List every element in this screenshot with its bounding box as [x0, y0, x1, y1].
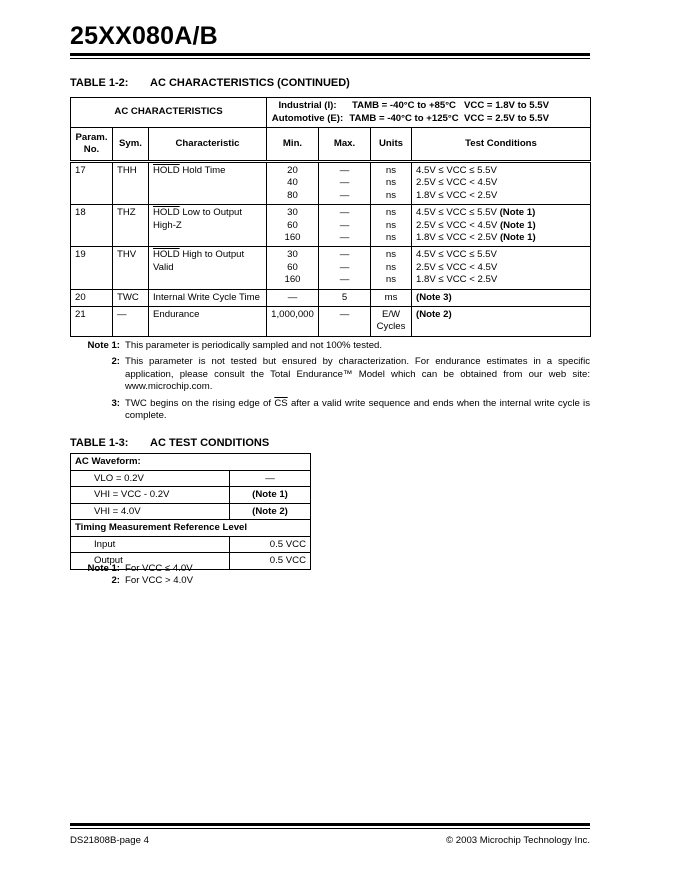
- footer-page-id: DS21808B-page 4: [70, 835, 149, 846]
- condition-value: 0.5 VCC: [230, 536, 311, 553]
- max-values: — — —: [319, 162, 371, 205]
- table-caption-2: [70, 437, 270, 449]
- header-rule-thin: [70, 58, 590, 59]
- param-no: 18: [71, 205, 113, 247]
- test-conditions: 4.5V ≤ VCC ≤ 5.5V 2.5V ≤ VCC < 4.5V 1.8V ≤ VCC < 2.5V: [412, 162, 591, 205]
- col-sym: Sym.: [113, 128, 149, 162]
- max-values: — — —: [319, 247, 371, 289]
- document-title: 25XX080A/B: [70, 22, 218, 50]
- symbol: THZ: [113, 205, 149, 247]
- condition-label: Input: [71, 536, 230, 553]
- characteristic: HOLD Low to Output High-Z: [149, 205, 267, 247]
- min-values: 20 40 80: [267, 162, 319, 205]
- table2-notes: [83, 563, 193, 588]
- min-value: 1,000,000: [267, 307, 319, 337]
- automotive-vcc: VCC = 2.5V to 5.5V: [464, 112, 550, 124]
- col-min: Min.: [267, 128, 319, 162]
- table-row: [71, 470, 311, 487]
- condition-value: (Note 1): [230, 487, 311, 504]
- note-1: Note 1: For VCC ≤ 4.0V: [87, 563, 193, 574]
- operating-environment: [267, 98, 591, 128]
- table-row: [71, 536, 311, 553]
- characteristic: Endurance: [149, 307, 267, 337]
- col-units: Units: [371, 128, 412, 162]
- condition-value: 0.5 VCC: [230, 553, 311, 570]
- table-row: [71, 205, 591, 247]
- test-conditions: 4.5V ≤ VCC ≤ 5.5V 2.5V ≤ VCC < 4.5V 1.8V ≤ VCC < 2.5V: [412, 247, 591, 289]
- unit-values: ns ns ns: [371, 205, 412, 247]
- automotive-temp: TAMB = -40°C to +125°C: [349, 112, 459, 124]
- footer-rule-thin: [70, 828, 590, 829]
- industrial-temp: TAMB = -40°C to +85°C: [352, 100, 456, 112]
- condition-label: VHI = 4.0V: [71, 503, 230, 520]
- unit-values: ns ns ns: [371, 247, 412, 289]
- symbol: THV: [113, 247, 149, 289]
- table-number: TABLE 1-3:: [70, 437, 129, 449]
- condition-label: Output: [71, 553, 230, 570]
- symbol: THH: [113, 162, 149, 205]
- unit-value: E/W Cycles: [371, 307, 412, 337]
- note-2: 2: This parameter is not tested but ensured by characterization. For endurance estimates in a specific application, please consult the Total Endurance™ Model which can be obtained from our web site: www.microchip.com.: [111, 356, 590, 393]
- table-row: [71, 162, 591, 205]
- unit-values: ns ns ns: [371, 162, 412, 205]
- table-name: AC CHARACTERISTICS (CONTINUED): [150, 77, 350, 89]
- col-characteristic: Characteristic: [149, 128, 267, 162]
- test-conditions: 4.5V ≤ VCC ≤ 5.5V (Note 1) 2.5V ≤ VCC < 4.5V (Note 1) 1.8V ≤ VCC < 2.5V (Note 1): [412, 205, 591, 247]
- characteristic: HOLD Hold Time: [149, 162, 267, 205]
- header-rule: [70, 53, 590, 56]
- table-number: TABLE 1-2:: [70, 77, 129, 89]
- table-row: [71, 247, 591, 289]
- condition-value: (Note 2): [230, 503, 311, 520]
- note-3: 3: TWC begins on the rising edge of $\overline{CS}$ after a valid write sequence and ends when the internal write cycle is complete.: [111, 397, 590, 422]
- table1-notes: [83, 340, 590, 426]
- note-1: Note 1: This parameter is periodically sampled and not 100% tested.: [87, 340, 383, 351]
- param-no: 21: [71, 307, 113, 337]
- col-test-conditions: Test Conditions: [412, 128, 591, 162]
- table-row: [71, 307, 591, 337]
- param-no: 20: [71, 289, 113, 306]
- characteristic: HOLD High to Output Valid: [149, 247, 267, 289]
- condition-label: VHI = VCC - 0.2V: [71, 487, 230, 504]
- table-row: [71, 289, 591, 306]
- min-values: 30 60 160: [267, 247, 319, 289]
- industrial-vcc: VCC = 1.8V to 5.5V: [464, 100, 550, 112]
- col-max: Max.: [319, 128, 371, 162]
- min-value: —: [267, 289, 319, 306]
- automotive-label: Automotive (E):: [271, 112, 344, 124]
- note-2: 2: For VCC > 4.0V: [111, 575, 193, 587]
- min-values: 30 60 160: [267, 205, 319, 247]
- ac-label: AC CHARACTERISTICS: [71, 98, 267, 128]
- footer-copyright: © 2003 Microchip Technology Inc.: [446, 835, 590, 846]
- condition-value: —: [230, 470, 311, 487]
- param-no: 19: [71, 247, 113, 289]
- industrial-label: Industrial (I):: [278, 100, 337, 112]
- table-row: [71, 503, 311, 520]
- footer-rule: [70, 823, 590, 826]
- unit-value: ms: [371, 289, 412, 306]
- symbol: —: [113, 307, 149, 337]
- symbol: TWC: [113, 289, 149, 306]
- ac-test-conditions-table: [70, 453, 311, 570]
- table-caption: [70, 77, 350, 89]
- characteristic: Internal Write Cycle Time: [149, 289, 267, 306]
- max-value: —: [319, 307, 371, 337]
- condition-label: VLO = 0.2V: [71, 470, 230, 487]
- section-ac-waveform: AC Waveform:: [71, 454, 311, 471]
- section-timing-reference: Timing Measurement Reference Level: [71, 520, 311, 537]
- max-values: — — —: [319, 205, 371, 247]
- table-name: AC TEST CONDITIONS: [150, 437, 270, 449]
- ac-characteristics-table: [70, 97, 591, 337]
- param-no: 17: [71, 162, 113, 205]
- test-conditions: (Note 2): [412, 307, 591, 337]
- max-value: 5: [319, 289, 371, 306]
- col-param: Param. No.: [71, 128, 113, 162]
- table-row: [71, 487, 311, 504]
- test-conditions: (Note 3): [412, 289, 591, 306]
